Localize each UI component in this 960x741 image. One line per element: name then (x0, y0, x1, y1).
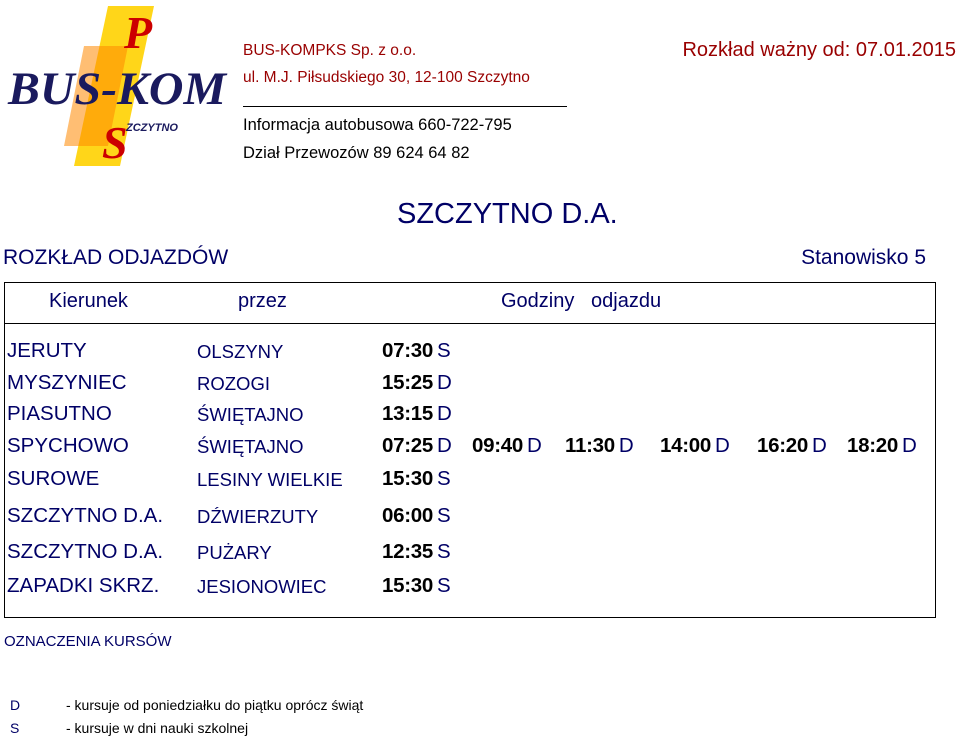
bus-kom-logo (4, 6, 230, 166)
validity-date: Rozkład ważny od: 07.01.2015 (682, 39, 956, 61)
departure-code: D (811, 434, 827, 457)
table-row (5, 371, 935, 405)
departure-code: D (901, 434, 917, 457)
table-row (5, 540, 935, 574)
transport-dept-phone: Dział Przewozów 89 624 64 82 (243, 144, 470, 162)
company-address: ul. M.J. Piłsudskiego 30, 12-100 Szczytno (243, 69, 530, 86)
row-via: ŚWIĘTAJNO (197, 436, 304, 457)
table-row (5, 339, 935, 373)
departure-time-value: 15:25 (382, 371, 433, 394)
departure-time-value: 14:00 (660, 434, 711, 457)
table-row (5, 574, 935, 608)
legend-code: S (10, 720, 20, 736)
departure-code: D (618, 434, 634, 457)
departure-time (382, 467, 450, 491)
departure-code: D (436, 402, 452, 425)
company-name: BUS-KOMPKS Sp. z o.o. (243, 42, 417, 59)
row-via: PUŻARY (197, 542, 272, 563)
platform-label: Stanowisko 5 (801, 246, 926, 269)
departure-time-value: 16:20 (757, 434, 808, 457)
departure-time (382, 434, 451, 458)
departure-time (565, 434, 633, 458)
legend-text: - kursuje w dni nauki szkolnej (66, 720, 249, 736)
departure-time (382, 402, 451, 426)
table-row (5, 434, 935, 468)
row-direction: SZCZYTNO D.A. (7, 504, 164, 527)
departure-time (382, 540, 450, 564)
row-via: JESIONOWIEC (197, 576, 327, 597)
schedule-title: ROZKŁAD ODJAZDÓW (3, 246, 229, 269)
stop-name: SZCZYTNO D.A. (397, 198, 618, 230)
departure-time-value: 18:20 (847, 434, 898, 457)
departure-time-value: 06:00 (382, 504, 433, 527)
bus-info-phone: Informacja autobusowa 660-722-795 (243, 116, 512, 134)
departure-time-value: 07:30 (382, 339, 433, 362)
svg-text:BUS-KOM: BUS-KOM (6, 63, 229, 115)
departure-time-value: 15:30 (382, 467, 433, 490)
departure-time-value: 12:35 (382, 540, 433, 563)
row-direction: MYSZYNIEC (7, 371, 127, 394)
header-times: Godziny odjazdu (501, 290, 662, 312)
departure-time (382, 371, 451, 395)
departure-time (660, 434, 729, 458)
departure-time-value: 07:25 (382, 434, 433, 457)
row-direction: ZAPADKI SKRZ. (7, 574, 160, 597)
svg-text:P: P (124, 7, 153, 58)
row-via: LESINY WIELKIE (197, 469, 343, 490)
departure-code: S (436, 339, 451, 362)
departure-time (847, 434, 916, 458)
legend-title: OZNACZENIA KURSÓW (4, 633, 172, 650)
departure-time-value: 09:40 (472, 434, 523, 457)
legend-code: D (10, 697, 21, 713)
departure-code: S (436, 504, 451, 527)
departure-code: S (436, 467, 451, 490)
row-via: ROZOGI (197, 373, 270, 394)
svg-text:S: S (102, 117, 128, 166)
departure-time (757, 434, 826, 458)
departure-time (382, 339, 450, 363)
legend-item (10, 720, 248, 736)
header-divider (243, 106, 567, 107)
table-row (5, 402, 935, 436)
departure-code: D (714, 434, 730, 457)
departure-time-value: 11:30 (565, 434, 615, 457)
departure-code: D (526, 434, 542, 457)
header-rule (5, 323, 935, 324)
svg-text:ZCZYTNO: ZCZYTNO (126, 122, 178, 134)
header-direction: Kierunek (49, 290, 128, 312)
row-via: DŹWIERZUTY (197, 506, 319, 527)
departure-table (4, 282, 936, 618)
departure-time-value: 15:30 (382, 574, 433, 597)
row-direction: SUROWE (7, 467, 100, 490)
row-via: OLSZYNY (197, 341, 284, 362)
departure-code: D (436, 371, 452, 394)
departure-code: S (436, 540, 451, 563)
departure-code: D (436, 434, 452, 457)
legend-text: - kursuje od poniedziałku do piątku oprócz świąt (66, 697, 364, 713)
departure-code: S (436, 574, 451, 597)
row-via: ŚWIĘTAJNO (197, 404, 304, 425)
row-direction: SZCZYTNO D.A. (7, 540, 164, 563)
table-row (5, 504, 935, 538)
logo-graphic (4, 6, 230, 166)
row-direction: JERUTY (7, 339, 87, 362)
departure-time-value: 13:15 (382, 402, 433, 425)
table-row (5, 467, 935, 501)
header-via: przez (238, 290, 287, 312)
departure-time (382, 504, 450, 528)
legend-item (10, 697, 363, 713)
row-direction: SPYCHOWO (7, 434, 129, 457)
row-direction: PIASUTNO (7, 402, 112, 425)
departure-time (472, 434, 541, 458)
departure-time (382, 574, 450, 598)
